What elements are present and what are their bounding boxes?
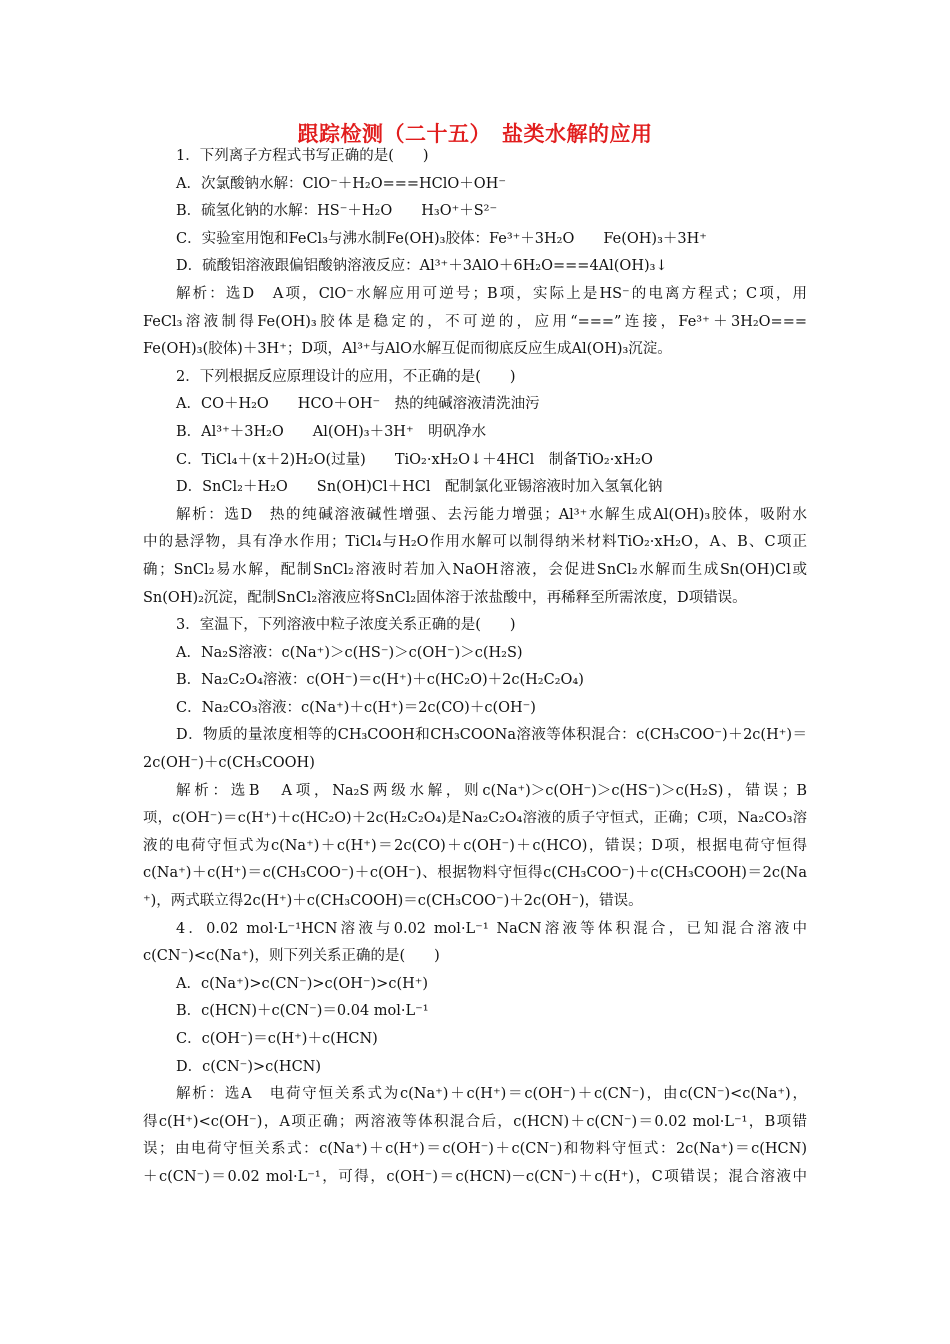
text-line: ⁺)，两式联立得2c(H⁺)＋c(CH₃COOH)＝c(CH₃COO⁻)＋2c(OH⁻)，错误。: [143, 893, 643, 910]
text-line: B．Al³⁺＋3H₂O Al(OH)₃＋3H⁺ 明矾净水: [176, 423, 487, 440]
text-line: C．实验室用饱和FeCl₃与沸水制Fe(OH)₃胶体：Fe³⁺＋3H₂O Fe(OH)₃＋3H⁺: [176, 230, 707, 247]
text-line: 解析：选D 热的纯碱溶液碱性增强、去污能力增强；Al³⁺水解生成Al(OH)₃胶体，吸附水: [176, 506, 807, 523]
text-line: 得c(H⁺)<c(OH⁻)，A项正确；两溶液等体积混合后，c(HCN)＋c(CN⁻)＝0.02 mol·L⁻¹，B项错: [143, 1113, 807, 1130]
text-line: 解析：选A 电荷守恒关系式为c(Na⁺)＋c(H⁺)＝c(OH⁻)＋c(CN⁻)，由c(CN⁻)<c(Na⁺)，: [176, 1086, 807, 1103]
text-line: B．c(HCN)＋c(CN⁻)＝0.04 mol·L⁻¹: [176, 1003, 429, 1020]
text-line: B．Na₂C₂O₄溶液：c(OH⁻)＝c(H⁺)＋c(HC₂O)＋2c(H₂C₂O₄): [176, 672, 584, 689]
text-line: 2．下列根据反应原理设计的应用，不正确的是( ): [176, 368, 516, 385]
text-line: 确；SnCl₂易水解，配制SnCl₂溶液时若加入NaOH溶液，会促进SnCl₂水解而生成Sn(OH)Cl或: [143, 561, 807, 578]
text-line: 2c(OH⁻)＋c(CH₃COOH): [143, 755, 315, 772]
text-line: 液的电荷守恒式为c(Na⁺)＋c(H⁺)＝2c(CO)＋c(OH⁻)＋c(HCO)，错误；D项，根据电荷守恒得: [143, 837, 807, 854]
text-line: 中的悬浮物，具有净水作用；TiCl₄与H₂O作用水解可以制得纳米材料TiO₂·xH₂O，A、B、C项正: [143, 534, 807, 551]
text-line: 项，c(OH⁻)＝c(H⁺)＋c(HC₂O)＋2c(H₂C₂O₄)是Na₂C₂O₄溶液的质子守恒式，正确；C项，Na₂CO₃溶: [143, 810, 807, 827]
text-line: A．次氯酸钠水解：ClO⁻＋H₂O===HClO＋OH⁻: [176, 175, 506, 192]
text-line: c(CN⁻)<c(Na⁺)，则下列关系正确的是( ): [143, 948, 440, 965]
text-line: D．SnCl₂＋H₂O Sn(OH)Cl＋HCl 配制氯化亚锡溶液时加入氢氧化钠: [176, 479, 663, 496]
document-body: [143, 143, 807, 1192]
text-line: C．Na₂CO₃溶液：c(Na⁺)＋c(H⁺)＝2c(CO)＋c(OH⁻): [176, 699, 536, 716]
text-line: Fe(OH)₃(胶体)＋3H⁺；D项，Al³⁺与AlO水解互促而彻底反应生成Al(OH)₃沉淀。: [143, 341, 672, 358]
text-line: 误；由电荷守恒关系式：c(Na⁺)＋c(H⁺)＝c(OH⁻)＋c(CN⁻)和物料守恒式：2c(Na⁺)＝c(HCN): [143, 1141, 807, 1158]
text-line: c(Na⁺)＋c(H⁺)＝c(CH₃COO⁻)＋c(OH⁻)、根据物料守恒得c(CH₃COO⁻)＋c(CH₃COOH)＝2c(Na: [143, 865, 807, 882]
text-line: 3．室温下，下列溶液中粒子浓度关系正确的是( ): [176, 617, 516, 634]
text-line: C．c(OH⁻)＝c(H⁺)＋c(HCN): [176, 1031, 378, 1047]
text-line: D．物质的量浓度相等的CH₃COOH和CH₃COONa溶液等体积混合：c(CH₃COO⁻)＋2c(H⁺)＝: [176, 727, 807, 744]
text-line: D．c(CN⁻)>c(HCN): [176, 1058, 322, 1075]
text-line: C．TiCl₄＋(x＋2)H₂O(过量) TiO₂·xH₂O↓＋4HCl 制备TiO₂·xH₂O: [176, 451, 653, 468]
page-title: 跟踪检测（二十五） 盐类水解的应用: [297, 122, 653, 146]
text-line: B．硫氢化钠的水解：HS⁻＋H₂O H₃O⁺＋S²⁻: [176, 203, 498, 220]
text-line: 4．0.02 mol·L⁻¹HCN溶液与0.02 mol·L⁻¹ NaCN溶液等体积混合，已知混合溶液中: [176, 920, 807, 937]
text-line: FeCl₃溶液制得Fe(OH)₃胶体是稳定的，不可逆的，应用“===”连接，Fe³⁺＋3H₂O===: [143, 313, 807, 330]
text-line: Sn(OH)₂沉淀，配制SnCl₂溶液应将SnCl₂固体溶于浓盐酸中，再稀释至所需浓度，D项错误。: [143, 589, 747, 606]
text-line: 解析：选D A项，ClO⁻水解应用可逆号；B项，实际上是HS⁻的电离方程式；C项，用: [176, 285, 807, 302]
text-line: ＋c(CN⁻)＝0.02 mol·L⁻¹，可得，c(OH⁻)＝c(HCN)－c(CN⁻)＋c(H⁺)，C项错误；混合溶液中: [143, 1168, 807, 1185]
text-line: D．硫酸铝溶液跟偏铝酸钠溶液反应：Al³⁺＋3AlO＋6H₂O===4Al(OH)₃↓: [176, 258, 668, 275]
text-line: A．CO＋H₂O HCO＋OH⁻ 热的纯碱溶液清洗油污: [176, 396, 540, 413]
text-line: A．Na₂S溶液：c(Na⁺)＞c(HS⁻)＞c(OH⁻)＞c(H₂S): [176, 644, 523, 661]
text-line: A．c(Na⁺)>c(CN⁻)>c(OH⁻)>c(H⁺): [176, 975, 429, 992]
text-line: 解析：选B A项，Na₂S两级水解，则c(Na⁺)＞c(OH⁻)＞c(HS⁻)＞c(H₂S)，错误；B: [176, 782, 807, 799]
text-line: 1．下列离子方程式书写正确的是( ): [176, 148, 429, 164]
